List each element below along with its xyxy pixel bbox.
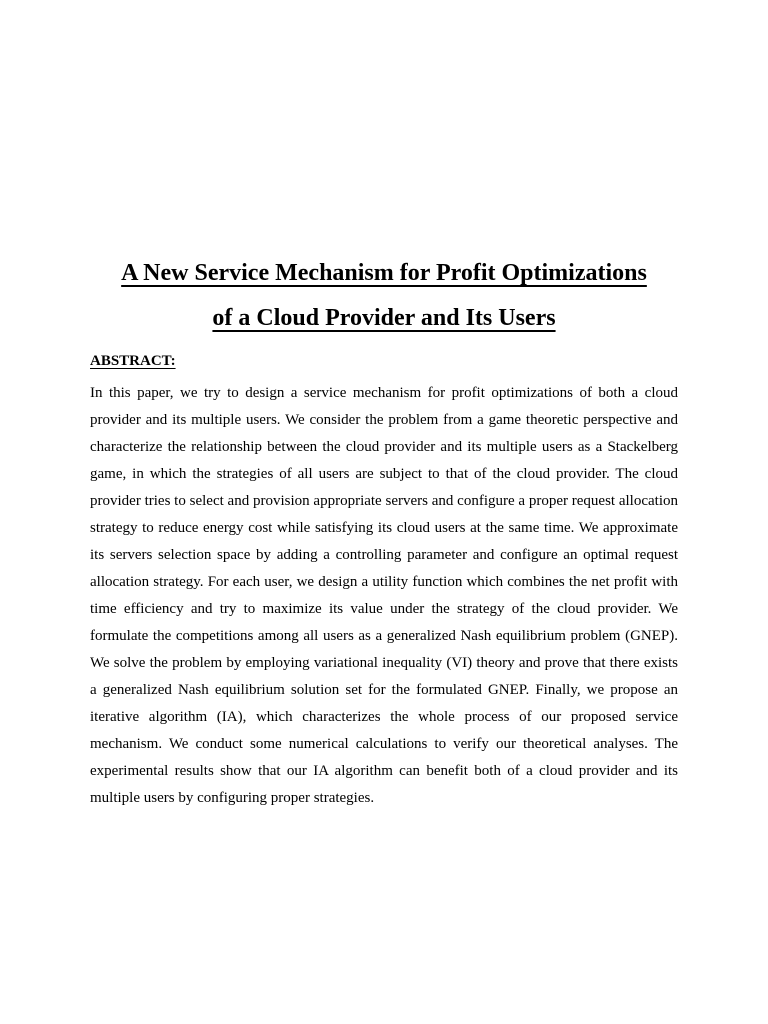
paper-title-line-2 xyxy=(0,304,768,332)
paper-title-line-2-text: of a Cloud Provider and Its Users xyxy=(212,305,556,331)
paper-title-line-1 xyxy=(0,259,768,287)
paper-title-line-1-text: A New Service Mechanism for Profit Optimizations xyxy=(121,260,647,286)
abstract-heading: ABSTRACT: xyxy=(90,353,176,369)
abstract-body: In this paper, we try to design a service mechanism for profit optimizations of both a cloud provider and its multiple users. We consider the problem from a game theoretic perspective and characterize the relationship between the cloud provider and its multiple users as a Stackelberg game, in which the strategies of all users are subject to that of the cloud provider. The cloud provider tries to select and provision appropriate servers and configure a proper request allocation strategy to reduce energy cost while satisfying its cloud users at the same time. We approximate its servers selection space by adding a controlling parameter and configure an optimal request allocation strategy. For each user, we design a utility function which combines the net profit with time efficiency and try to maximize its value under the strategy of the cloud provider. We formulate the competitions among all users as a generalized Nash equilibrium problem (GNEP). We solve the problem by employing variational inequality (VI) theory and prove that there exists a generalized Nash equilibrium solution set for the formulated GNEP. Finally, we propose an iterative algorithm (IA), which characterizes the whole process of our proposed service mechanism. We conduct some numerical calculations to verify our theoretical analyses. The experimental results show that our IA algorithm can benefit both of a cloud provider and its multiple users by configuring proper strategies. xyxy=(90,385,678,806)
